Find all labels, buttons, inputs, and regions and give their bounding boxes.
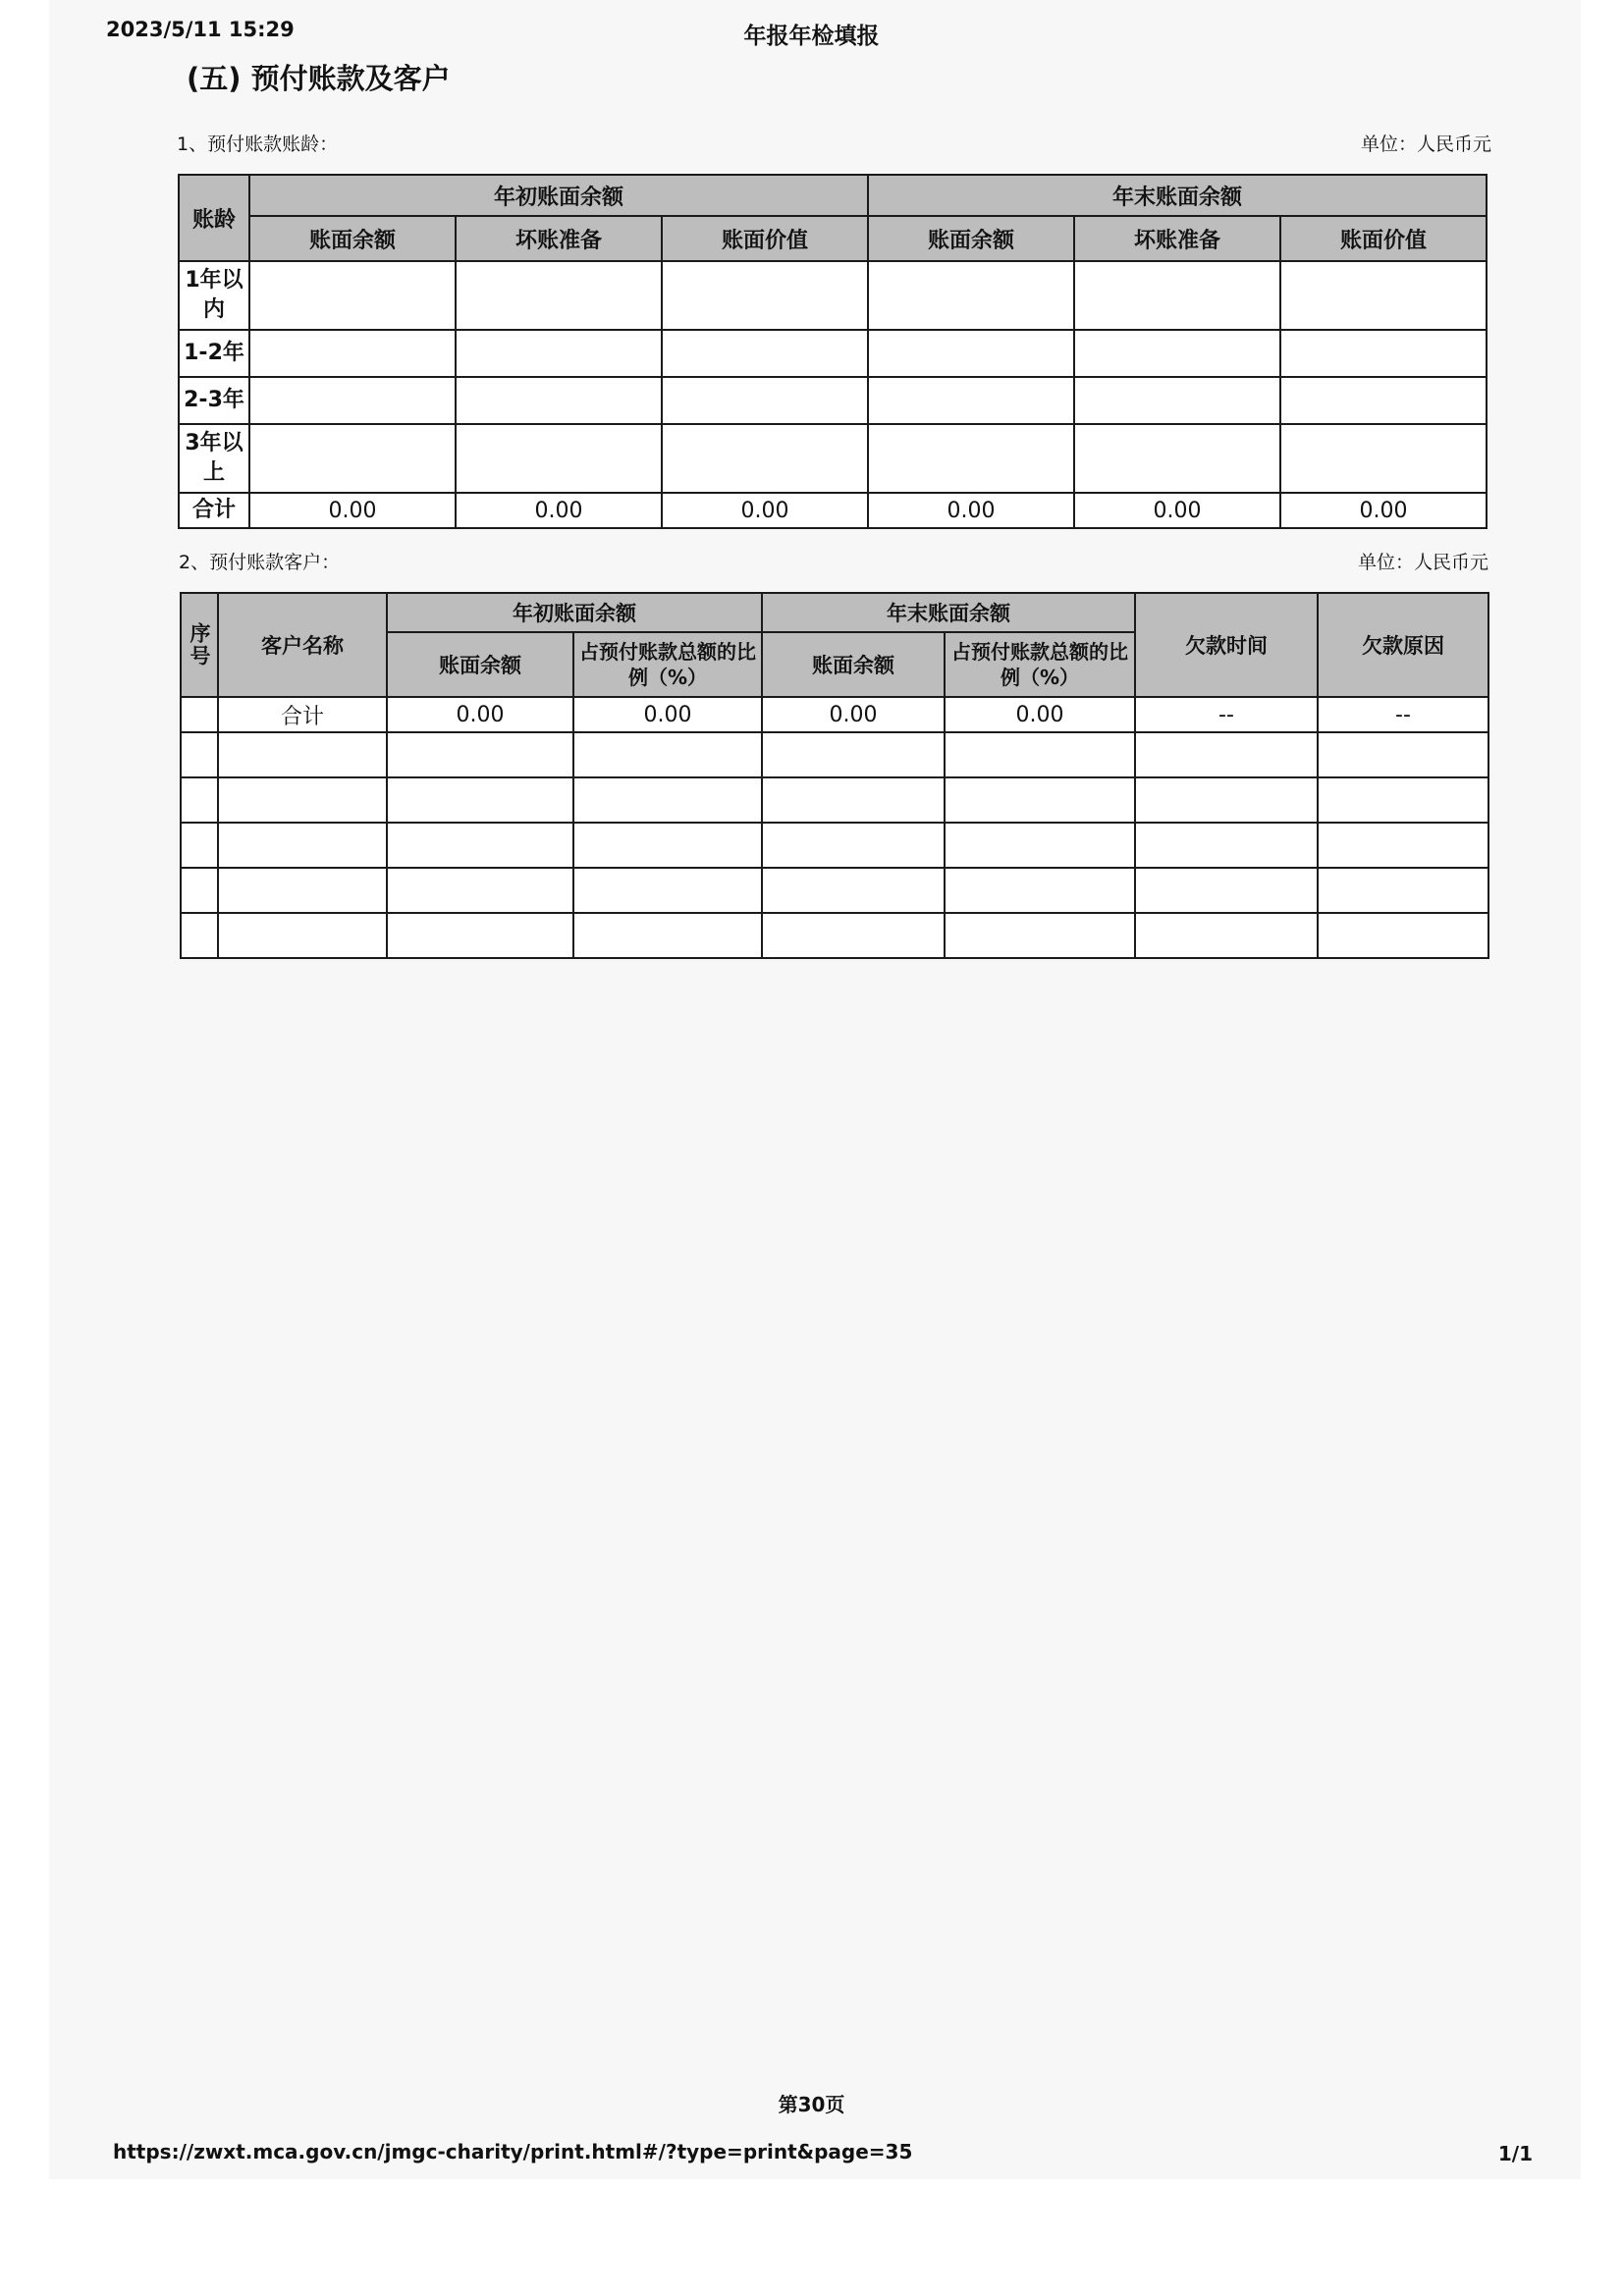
aging-col-header: 账面价值 <box>1280 216 1487 261</box>
empty-cell <box>573 823 762 868</box>
aging-cell <box>1280 330 1487 377</box>
aging-col-header: 账面余额 <box>249 216 456 261</box>
empty-cell <box>945 732 1135 777</box>
table-row <box>179 261 1487 330</box>
aging-group-end: 年末账面余额 <box>868 175 1487 216</box>
empty-cell <box>1318 777 1488 823</box>
aging-cell <box>662 261 868 330</box>
total-cell: 0.00 <box>573 697 762 732</box>
table-row <box>181 913 1488 958</box>
aging-cell <box>868 424 1074 493</box>
total-row-label: 合计 <box>218 697 387 732</box>
aging-cell <box>456 261 662 330</box>
customer-table <box>180 592 1489 959</box>
empty-cell <box>387 777 573 823</box>
empty-cell <box>1318 823 1488 868</box>
col-balance-header: 账面余额 <box>762 632 945 697</box>
empty-cell <box>1318 868 1488 913</box>
customer-unit: 单位：人民币元 <box>1357 552 1488 573</box>
aging-table <box>178 174 1488 529</box>
empty-cell <box>1135 913 1318 958</box>
print-timestamp: 2023/5/11 15:29 <box>106 18 295 41</box>
table-row <box>179 377 1487 424</box>
total-row-index <box>181 697 218 732</box>
aging-cell <box>456 377 662 424</box>
aging-row-label: 1-2年 <box>179 330 249 377</box>
empty-cell <box>1135 823 1318 868</box>
aging-cell: 0.00 <box>662 493 868 528</box>
aging-subtitle: 1、预付账款账龄： <box>177 133 339 155</box>
table-row <box>179 330 1487 377</box>
col-reason-header: 欠款原因 <box>1318 593 1488 697</box>
section-title: (五) 预付账款及客户 <box>187 62 451 95</box>
empty-cell <box>387 732 573 777</box>
empty-cell <box>945 777 1135 823</box>
total-cell: 0.00 <box>387 697 573 732</box>
empty-cell <box>181 732 218 777</box>
aging-cell <box>249 330 456 377</box>
empty-cell <box>573 732 762 777</box>
aging-col-header: 坏账准备 <box>1074 216 1280 261</box>
empty-cell <box>218 777 387 823</box>
aging-cell: 0.00 <box>249 493 456 528</box>
empty-cell <box>218 732 387 777</box>
col-ratio-header: 占预付账款总额的比例（%） <box>945 632 1135 697</box>
aging-cell <box>249 424 456 493</box>
empty-cell <box>573 777 762 823</box>
aging-unit: 单位：人民币元 <box>1360 133 1491 155</box>
empty-cell <box>387 913 573 958</box>
aging-row-label: 3年以上 <box>179 424 249 493</box>
aging-row-label: 合计 <box>179 493 249 528</box>
empty-cell <box>1318 913 1488 958</box>
empty-cell <box>762 823 945 868</box>
aging-cell: 0.00 <box>456 493 662 528</box>
empty-cell <box>1135 777 1318 823</box>
aging-cell <box>868 377 1074 424</box>
col-ratio-header: 占预付账款总额的比例（%） <box>573 632 762 697</box>
empty-cell <box>387 868 573 913</box>
aging-col-header: 账面价值 <box>662 216 868 261</box>
empty-cell <box>1135 868 1318 913</box>
empty-cell <box>218 868 387 913</box>
aging-cell: 0.00 <box>1280 493 1487 528</box>
total-cell: 0.00 <box>762 697 945 732</box>
aging-cell <box>1280 261 1487 330</box>
table-row <box>181 732 1488 777</box>
total-cell: -- <box>1318 697 1488 732</box>
aging-col-header: 账面余额 <box>868 216 1074 261</box>
empty-cell <box>181 913 218 958</box>
page-count: 1/1 <box>1497 2142 1533 2165</box>
aging-cell <box>456 330 662 377</box>
aging-cell <box>868 330 1074 377</box>
aging-cell: 0.00 <box>1074 493 1280 528</box>
page-number: 第30页 <box>778 2093 845 2116</box>
empty-cell <box>181 777 218 823</box>
table-row <box>181 697 1488 732</box>
aging-group-begin: 年初账面余额 <box>249 175 868 216</box>
empty-cell <box>218 913 387 958</box>
customer-subtitle: 2、预付账款客户： <box>179 552 341 573</box>
empty-cell <box>218 823 387 868</box>
table-row <box>181 868 1488 913</box>
empty-cell <box>181 823 218 868</box>
aging-cell: 0.00 <box>868 493 1074 528</box>
col-balance-header: 账面余额 <box>387 632 573 697</box>
col-time-header: 欠款时间 <box>1135 593 1318 697</box>
customer-group-begin: 年初账面余额 <box>387 593 762 632</box>
empty-cell <box>762 868 945 913</box>
empty-cell <box>945 868 1135 913</box>
aging-cell <box>1074 330 1280 377</box>
aging-cell <box>1280 377 1487 424</box>
aging-cell <box>662 377 868 424</box>
empty-cell <box>945 913 1135 958</box>
empty-cell <box>1318 732 1488 777</box>
aging-cell <box>1074 377 1280 424</box>
empty-cell <box>762 777 945 823</box>
print-header-title: 年报年检填报 <box>743 24 880 49</box>
aging-cell <box>868 261 1074 330</box>
total-cell: -- <box>1135 697 1318 732</box>
aging-row-header: 账龄 <box>179 175 249 261</box>
empty-cell <box>573 913 762 958</box>
col-name-header: 客户名称 <box>218 593 387 697</box>
aging-cell <box>1074 424 1280 493</box>
empty-cell <box>181 868 218 913</box>
aging-row-label: 2-3年 <box>179 377 249 424</box>
col-index-header: 序号 <box>181 593 218 697</box>
empty-rows <box>181 732 1488 958</box>
empty-cell <box>945 823 1135 868</box>
empty-cell <box>762 913 945 958</box>
aging-row-label: 1年以内 <box>179 261 249 330</box>
aging-col-header: 坏账准备 <box>456 216 662 261</box>
table-row <box>179 493 1487 528</box>
total-cell: 0.00 <box>945 697 1135 732</box>
aging-cell <box>1074 261 1280 330</box>
table-row <box>179 424 1487 493</box>
aging-cell <box>1280 424 1487 493</box>
aging-cell <box>249 261 456 330</box>
empty-cell <box>762 732 945 777</box>
empty-cell <box>573 868 762 913</box>
aging-cell <box>249 377 456 424</box>
table-row <box>181 823 1488 868</box>
print-url: https://zwxt.mca.gov.cn/jmgc-charity/print.html#/?type=print&page=35 <box>113 2140 913 2163</box>
empty-cell <box>1135 732 1318 777</box>
aging-cell <box>456 424 662 493</box>
aging-cell <box>662 330 868 377</box>
aging-cell <box>662 424 868 493</box>
table-row <box>181 777 1488 823</box>
empty-cell <box>387 823 573 868</box>
customer-group-end: 年末账面余额 <box>762 593 1135 632</box>
